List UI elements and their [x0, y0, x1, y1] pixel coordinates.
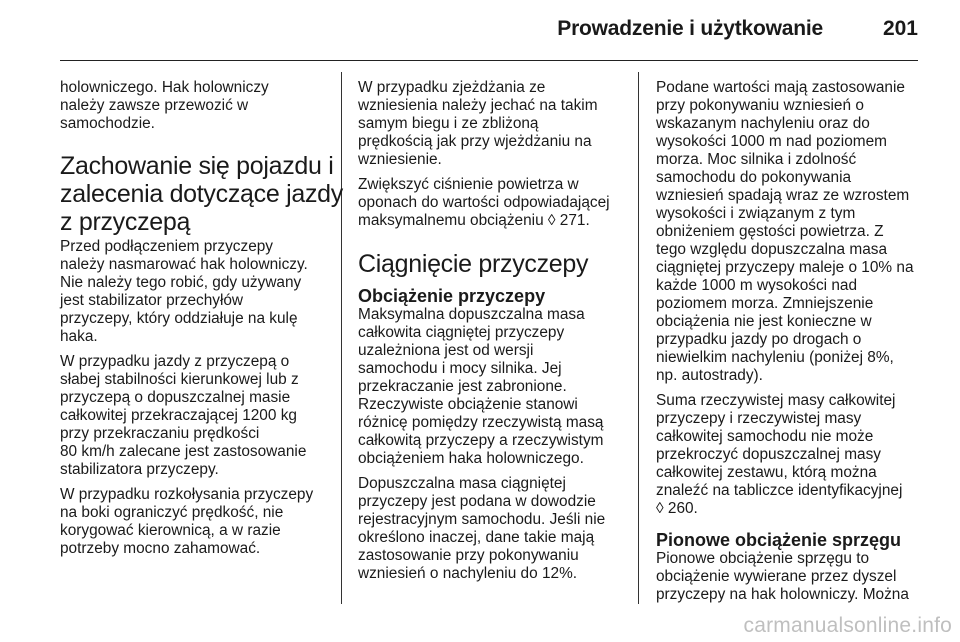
text-line: Zachowanie się pojazdu i [60, 152, 334, 180]
paragraph [60, 238, 328, 346]
paragraph [60, 353, 328, 479]
text-line: Przed podłączeniem przyczepy [60, 238, 274, 255]
text-line: samochodzie. [60, 115, 155, 132]
text-line: morza. Moc silnika i zdolność [656, 151, 857, 168]
text-line: Pionowe obciążenie sprzęgu to [656, 550, 870, 567]
text-line: samochodu do pokonywania [656, 169, 852, 186]
text-line: oponach do wartości odpowiadającej [358, 194, 610, 211]
text-line: wzniesień spadają wraz ze wzrostem [656, 187, 910, 204]
text-line: przyczepy, który oddziałuje na kulę [60, 310, 298, 327]
text-line: przyczepy jest podana w dowodzie [358, 493, 596, 510]
paragraph [358, 475, 626, 583]
text-line: W przypadku rozkołysania przyczepy [60, 486, 314, 503]
text-line: obciążeniem haka holowniczego. [358, 450, 584, 467]
text-line: Maksymalna dopuszczalna masa [358, 306, 585, 323]
paragraph [358, 176, 626, 230]
text-line: korygować kierownicą, a w razie [60, 522, 281, 539]
text-line: przyczepy na hak holowniczy. Można [656, 586, 909, 603]
text-line: całkowitej samochodu nie może [656, 428, 874, 445]
paragraph [656, 79, 926, 385]
text-line: przyczepą o dopuszczalnej masie [60, 389, 291, 406]
paragraph [358, 79, 626, 169]
text-line: Nie należy tego robić, gdy używany [60, 274, 302, 291]
text-line: ciągniętej przyczepy maleje o 10% na [656, 259, 914, 276]
text-column-3 [656, 79, 926, 611]
page-header [60, 0, 918, 61]
text-line: całkowitej zestawu, którą można [656, 464, 877, 481]
paragraph [656, 550, 926, 604]
text-line: należy zawsze przewozić w [60, 97, 249, 114]
text-line: wzniesienia należy jechać na takim [358, 97, 598, 114]
text-line: stabilizatora przyczepy. [60, 461, 219, 478]
text-line: określono inaczej, dane takie mają [358, 529, 595, 546]
text-line: z przyczepą [60, 208, 191, 236]
text-line: samochodu i mocy silnika. Jej [358, 360, 562, 377]
text-line: przekroczyć dopuszczalnej masy [656, 446, 881, 463]
text-line: całkowita ciągniętej przyczepy [358, 324, 565, 341]
column-divider-1 [341, 72, 342, 604]
text-line: jest stabilizator przechyłów [60, 292, 244, 309]
column-divider-2 [638, 72, 639, 604]
text-line: wysokości i związanym z tym [656, 205, 856, 222]
text-line: wzniesień o nachyleniu do 12%. [358, 565, 578, 582]
text-line: 80 km/h zalecane jest zastosowanie [60, 443, 307, 460]
text-line: Zwiększyć ciśnienie powietrza w [358, 176, 579, 193]
text-line: potrzeby mocno zahamować. [60, 540, 261, 557]
text-line: np. autostrady). [656, 367, 763, 384]
text-line: słabej stabilności kierunkowej lub z [60, 371, 299, 388]
subsection-heading: Pionowe obciążenie sprzęgu [656, 530, 902, 550]
text-column-1 [60, 79, 343, 565]
watermark: carmanualsonline.info [743, 614, 952, 637]
text-line: poziomem morza. Zmniejszenie [656, 295, 874, 312]
paragraph [656, 392, 926, 518]
text-line: różnicę pomiędzy rzeczywistą masą [358, 414, 604, 431]
text-line: przyczepy i rzeczywistej masy [656, 410, 862, 427]
paragraph [60, 79, 328, 133]
text-line: należy nasmarować hak holowniczy. [60, 256, 308, 273]
text-line: obniżeniem gęstości powietrza. Z [656, 223, 884, 240]
text-line: zastosowanie przy pokonywaniu [358, 547, 579, 564]
text-line: uzależniona jest od wersji [358, 342, 534, 359]
text-line: przy przekraczaniu prędkości [60, 425, 260, 442]
text-column-2 [358, 79, 626, 590]
text-line: przy pokonywaniu wzniesień o [656, 97, 864, 114]
subsection-heading: Obciążenie przyczepy [358, 286, 546, 306]
text-line: zalecenia dotyczące jazdy [60, 180, 343, 208]
chapter-title: Prowadzenie i użytkowanie [557, 17, 823, 40]
text-line: wzniesienie. [358, 151, 442, 168]
text-line: całkowitej przekraczającej 1200 kg [60, 407, 297, 424]
text-line: znaleźć na tabliczce identyfikacyjnej [656, 482, 903, 499]
text-line: wysokości 1000 m nad poziomem [656, 133, 887, 150]
paragraph [60, 486, 328, 558]
text-line: niewielkim nachyleniu (poniżej 8%, [656, 349, 894, 366]
page-number: 201 [882, 17, 918, 40]
text-line: Dopuszczalna masa ciągniętej [358, 475, 566, 492]
text-line: obciążenie wywierane przez dyszel [656, 568, 897, 585]
text-line: tego względu dopuszczalna masa [656, 241, 888, 258]
text-line: całkowitą przyczepy a rzeczywistym [358, 432, 604, 449]
text-line: Suma rzeczywistej masy całkowitej [656, 392, 896, 409]
text-line: przekraczanie jest zabronione. [358, 378, 567, 395]
text-line: obciążenia nie jest konieczne w [656, 313, 872, 330]
text-line: haka. [60, 328, 98, 345]
text-line: na boki ograniczyć prędkość, nie [60, 504, 284, 521]
text-line: W przypadku zjeżdżania ze [358, 79, 546, 96]
text-line: W przypadku jazdy z przyczepą o [60, 353, 290, 370]
text-line: Rzeczywiste obciążenie stanowi [358, 396, 578, 413]
text-line: wskazanym nachyleniu oraz do [656, 115, 870, 132]
text-line: każde 1000 m wysokości nad [656, 277, 858, 294]
text-line: ◊ 260. [656, 500, 698, 517]
text-line: holowniczego. Hak holowniczy [60, 79, 269, 96]
text-line: maksymalnemu obciążeniu ◊ 271. [358, 212, 590, 229]
section-heading [60, 152, 343, 236]
text-line: samym biegu i ze zbliżoną [358, 115, 539, 132]
paragraph [358, 306, 626, 468]
section-heading: Ciągnięcie przyczepy [358, 250, 589, 278]
text-line: Podane wartości mają zastosowanie [656, 79, 905, 96]
text-line: przypadku jazdy po drogach o [656, 331, 862, 348]
text-line: prędkością jak przy wjeżdżaniu na [358, 133, 592, 150]
text-line: rejestracyjnym samochodu. Jeśli nie [358, 511, 606, 528]
